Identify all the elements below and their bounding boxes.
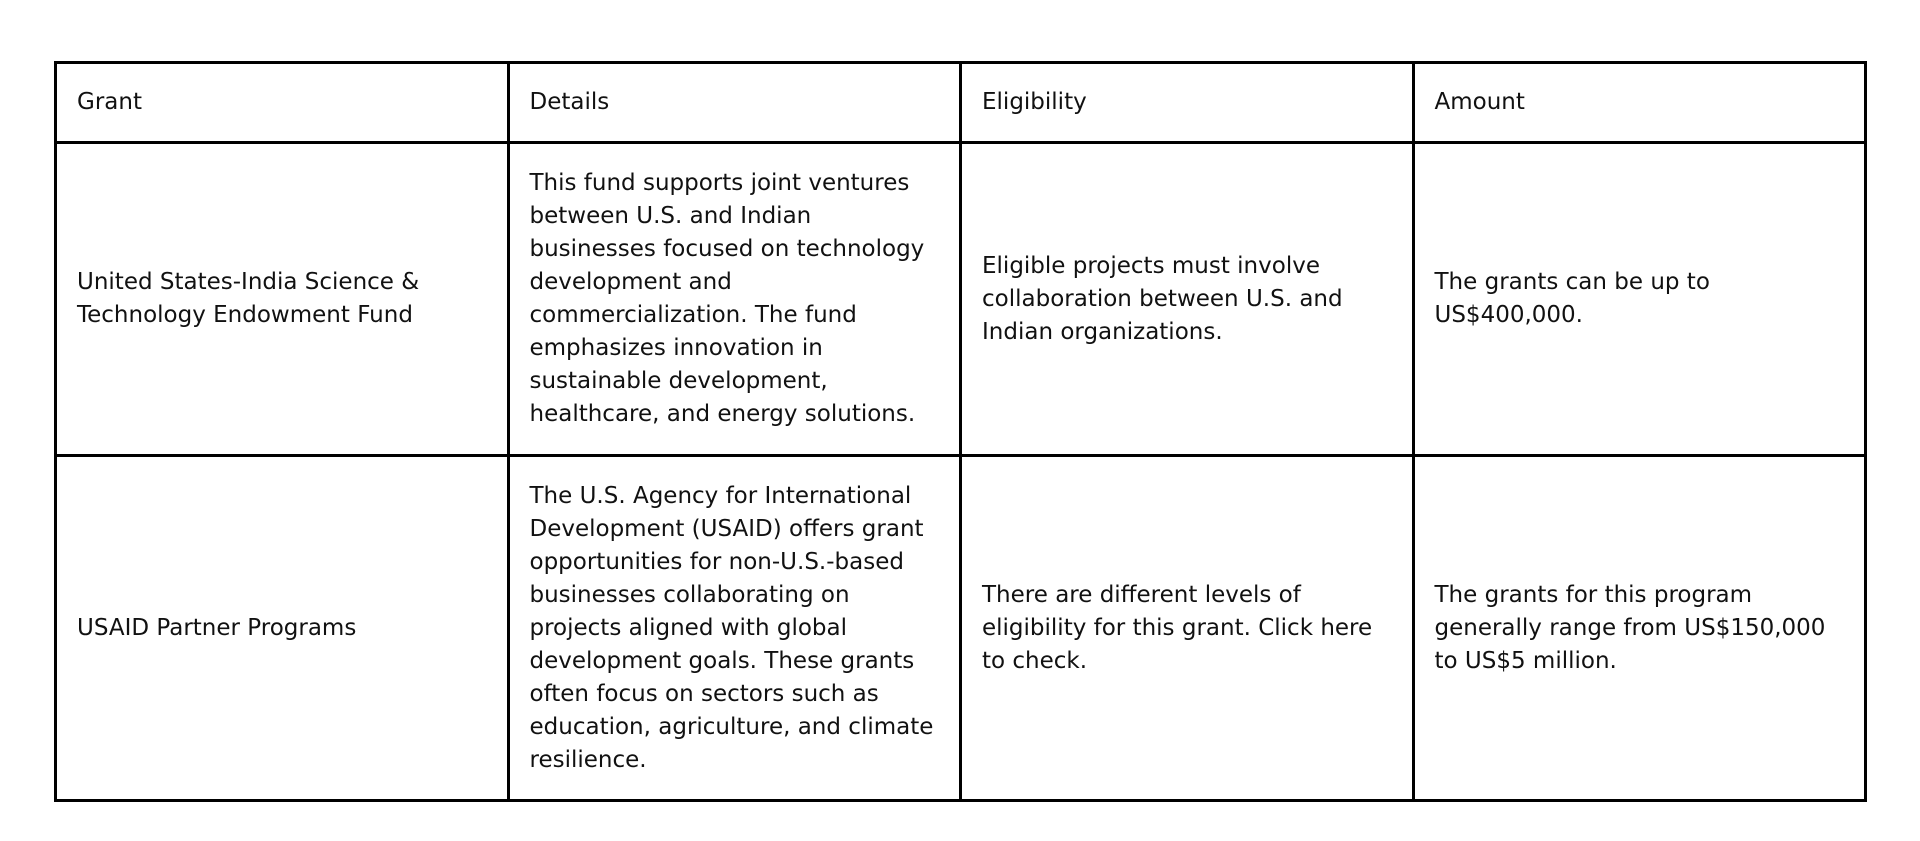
grant-details: The U.S. Agency for International Development (USAID) offers grant opportunities for non-U.S.-based businesses collaborating on projects aligned with global development goals. These grants often focus on sectors such as education, agriculture, and climate resilience. [529, 482, 934, 773]
grant-details: This fund supports joint ventures between U.S. and Indian businesses focused on technology development and commercialization. The fund emphasizes innovation in sustainable development, healthcare, and energy solutions. [529, 170, 925, 427]
eligibility-cell [961, 456, 1414, 801]
grant-eligibility: Eligible projects must involve collaboration between U.S. and Indian organizations. [982, 252, 1343, 345]
amount-cell [1413, 456, 1866, 801]
grant-name: United States-India Science & Technology Endowment Fund [77, 269, 420, 328]
table-header [56, 63, 1866, 143]
amount-cell [1413, 143, 1866, 456]
grant-name: USAID Partner Programs [77, 614, 357, 641]
grant-amount: The grants for this program generally range from US$150,000 to US$5 million. [1434, 581, 1826, 674]
header-amount: Amount [1413, 63, 1866, 143]
header-row [56, 63, 1866, 143]
grant-amount: The grants can be up to US$400,000. [1434, 269, 1710, 328]
table-row [56, 143, 1866, 456]
eligibility-cell [961, 143, 1414, 456]
grant-cell [56, 456, 509, 801]
table-body [56, 143, 1866, 801]
grant-cell [56, 143, 509, 456]
grants-table [54, 61, 1867, 802]
details-cell [508, 143, 961, 456]
header-grant: Grant [56, 63, 509, 143]
table-row [56, 456, 1866, 801]
grant-eligibility: There are different levels of eligibility for this grant. Click here to check. [982, 581, 1373, 674]
header-eligibility: Eligibility [961, 63, 1414, 143]
details-cell [508, 456, 961, 801]
header-details: Details [508, 63, 961, 143]
